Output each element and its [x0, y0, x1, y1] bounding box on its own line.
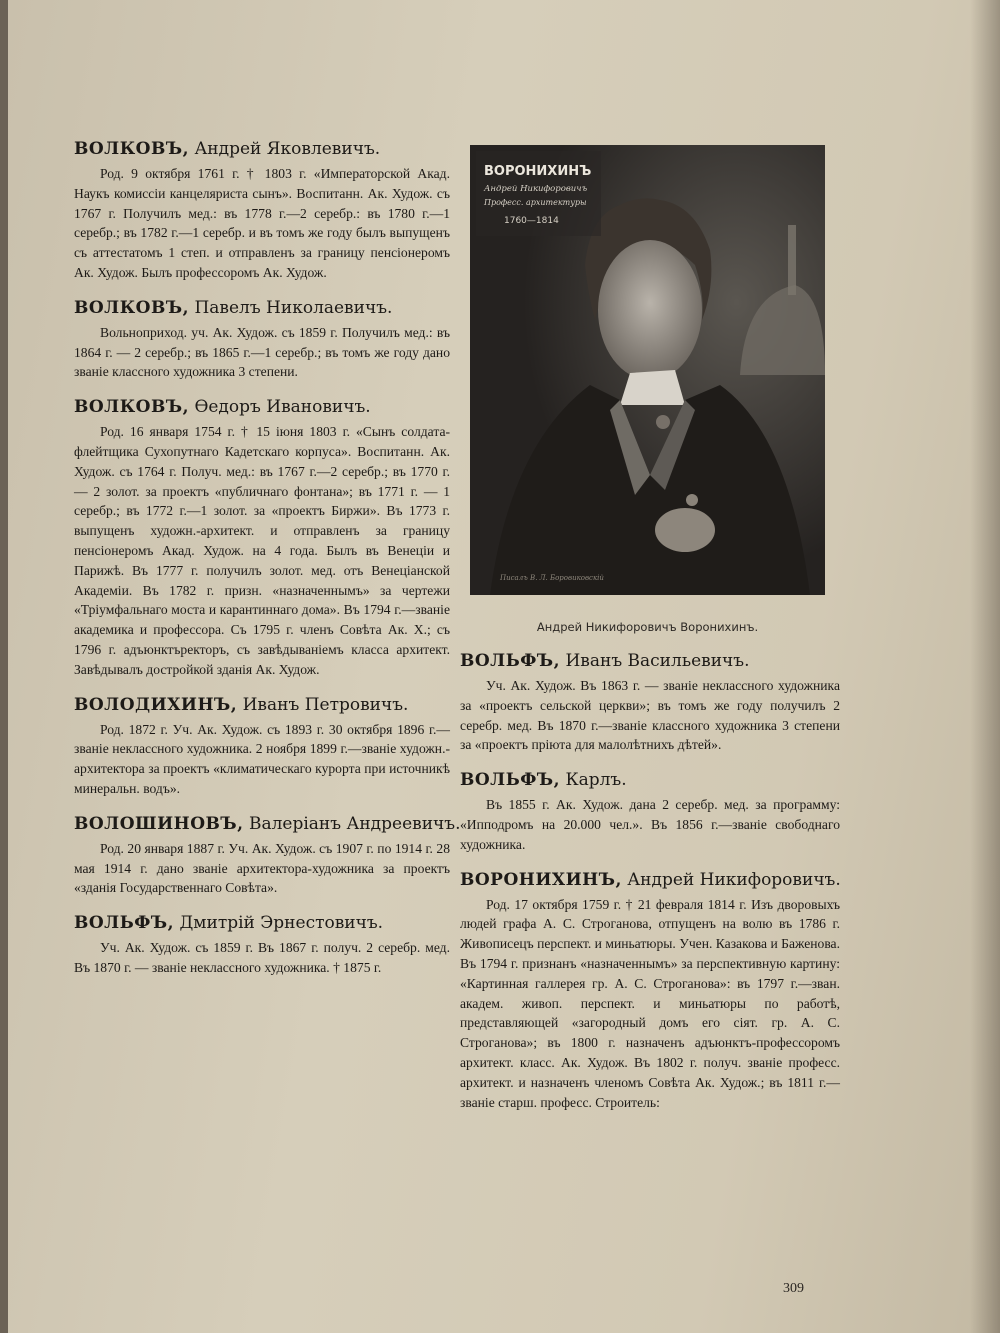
portrait-inscription-title: ВОРОНИХИНЪ [484, 164, 592, 179]
entry-volkov-fedor [74, 396, 450, 679]
entry-volf-ivan [460, 650, 840, 755]
portrait-signature: Писалъ В. Л. Боровиковскій [500, 574, 604, 582]
book-page [8, 0, 1000, 1333]
entry-surname: ВОЛКОВЪ, [74, 397, 190, 418]
entry-given-name: Иванъ Петровичъ. [242, 694, 409, 715]
entry-text: Род. 17 октября 1759 г. † 21 февраля 1814 г. Изъ дворовыхъ людей графа А. С. Строганова, отпущенъ на волю въ 1786 г. Живописецъ перспект. и миньатюры. Учен. Казакова и Баженова. Въ 1794 г. признанъ «назначеннымъ» за перспективную картину: «Картинная галлерея гр. А. С. Строганова»: въ 1797 г.—зван. академ. живоп. перспект. и миньатюры по работѣ, представляющей «загородный домъ его сiят. гр. А. С. Строганова»; въ 1800 г. назначенъ адъюнктъ-профессоромъ архитект. класс. Ак. Худож. Въ 1802 г. получ. званiе професс. архитект. и назначенъ членомъ Совѣта Ак. Худож.; въ 1811 г.—званiе старш. професс. Строитель: [460, 896, 840, 1110]
entry-volf-dmitriy [74, 912, 450, 978]
entry-surname: ВОРОНИХИНЪ, [460, 869, 622, 890]
entry-given-name: Павелъ Николаевичъ. [194, 297, 393, 318]
entry-surname: ВОЛЬФЪ, [460, 770, 561, 791]
portrait-caption: Андрей Никифоровичъ Воронихинъ. [536, 620, 759, 634]
entry-given-name: Валерiанъ Андреевичъ. [248, 813, 461, 834]
entry-surname: ВОЛКОВЪ, [74, 139, 190, 159]
entry-text: Род. 20 января 1887 г. Уч. Ак. Худож. съ 1907 г. по 1914 г. 28 мая 1914 г. дано званiе архитектора-художника за проектъ «зданiя Государственнаго Совѣта». [74, 840, 450, 896]
entry-given-name: Өедоръ Ивановичъ. [194, 397, 371, 418]
entry-volkov-andrey [74, 138, 450, 283]
right-column [460, 650, 840, 1126]
entry-voloshinov-valerian [74, 813, 461, 898]
entry-surname: ВОЛОШИНОВЪ, [74, 813, 244, 834]
entry-given-name: Андрей Яковлевичъ. [194, 139, 381, 159]
entry-surname: ВОЛКОВЪ, [74, 297, 190, 318]
entry-given-name: Андрей Никифоровичъ. [627, 869, 841, 890]
entry-given-name: Иванъ Васильевичъ. [565, 651, 750, 671]
portrait-image [470, 145, 825, 595]
entry-text: Уч. Ак. Худож. съ 1859 г. Въ 1867 г. получ. 2 серебр. мед. Въ 1870 г. — званiе неклассного художника. † 1875 г. [74, 940, 450, 975]
entry-surname: ВОЛОДИХИНЪ, [74, 694, 238, 715]
entry-given-name: Карлъ. [565, 770, 627, 791]
entry-text: Род. 16 января 1754 г. † 15 iюня 1803 г. «Сынъ солдата-флейтщика Сухопутнаго Кадетскаго корпуса». Воспитанн. Ак. Худож. съ 1764 г. Получ. мед.: въ 1767 г.—2 серебр.; въ 1770 г. — 2 золот. за проектъ «публичнаго фонтана»; въ 1771 г. — 1 серебр.; въ 1772 г.—1 золот. за «проектъ Биржи». Въ 1773 г. выпущенъ художн.-архитект. и отправленъ за границу пенсiонеромъ Акад. Худож. на 4 года. Былъ въ Венецiи и Парижѣ. Въ 1777 г. получилъ золот. мед. отъ Венецiанской Академiи. Въ 1782 г. призн. «назначеннымъ» за чертежи «Трiумфальнаго моста и карантиннаго дома». Въ 1794 г.—званiе академика и профессора. Съ 1795 г. членъ Совѣта Ак. Х.; съ 1796 г. адъюнктъректоръ, съ завѣдыванiемъ класса архитект. Завѣдывалъ достройкой зданiя Ак. Худож. [74, 424, 450, 677]
entry-volodikhin-ivan [74, 694, 450, 799]
left-column [74, 138, 461, 992]
entry-text: Вольноприход. уч. Ак. Худож. съ 1859 г. Получилъ мед.: въ 1864 г. — 2 серебр.; въ 1865 г.—1 серебр.; въ томъ же году дано званiе классного художника 3 степени. [74, 324, 450, 380]
page-number: 309 [783, 1281, 804, 1296]
portrait-inscription-role: Професс. архитектуры [484, 198, 587, 207]
entry-volkov-pavel [74, 297, 450, 382]
entry-surname: ВОЛЬФЪ, [460, 651, 561, 671]
entry-surname: ВОЛЬФЪ, [74, 913, 175, 934]
entry-text: Род. 9 октября 1761 г. † 1803 г. «Императорской Акад. Наукъ комиссiи канцеляриста сынъ». Воспитанн. Ак. Худож. съ 1767 г. Получилъ мед.: въ 1778 г.—2 серебр.: въ 1780 г.—1 серебр.; въ 1782 г.—1 серебр. и въ томъ же году былъ выпущенъ съ аттестатомъ 1 степ. и отправленъ за границу пенсiонеромъ Ак. Худож. Былъ профессоромъ Ак. Худож. [74, 166, 450, 280]
entry-given-name: Дмитрiй Эрнестовичъ. [179, 913, 384, 934]
entry-text: Уч. Ак. Худож. Въ 1863 г. — званiе неклассного художника за «проектъ сельской церкви»; въ томъ же году получилъ 2 серебр. мед. Въ 1870 г.—званiе классного художника 3 степени за «проектъ прiюта для малолѣтнихъ дѣтей». [460, 678, 840, 753]
entry-text: Въ 1855 г. Ак. Худож. дана 2 серебр. мед. за программу: «Ипподромъ на 20.000 чел.». Въ 1856 г.—званiе свободнаго художника. [460, 797, 840, 852]
entry-voronikhin-andrey [460, 869, 840, 1113]
portrait-inscription-name: Андрей Никифоровичъ [484, 184, 588, 194]
entry-volf-karl [460, 769, 840, 854]
portrait-illustration [470, 145, 825, 595]
portrait-inscription-dates: 1760—1814 [504, 216, 559, 226]
entry-text: Род. 1872 г. Уч. Ак. Худож. съ 1893 г. 30 октября 1896 г.—званiе неклассного художника. 2 ноября 1899 г.—званiе художн.-архитектора за проектъ «климатическаго курорта при источникѣ минеральн. водъ». [74, 721, 450, 796]
